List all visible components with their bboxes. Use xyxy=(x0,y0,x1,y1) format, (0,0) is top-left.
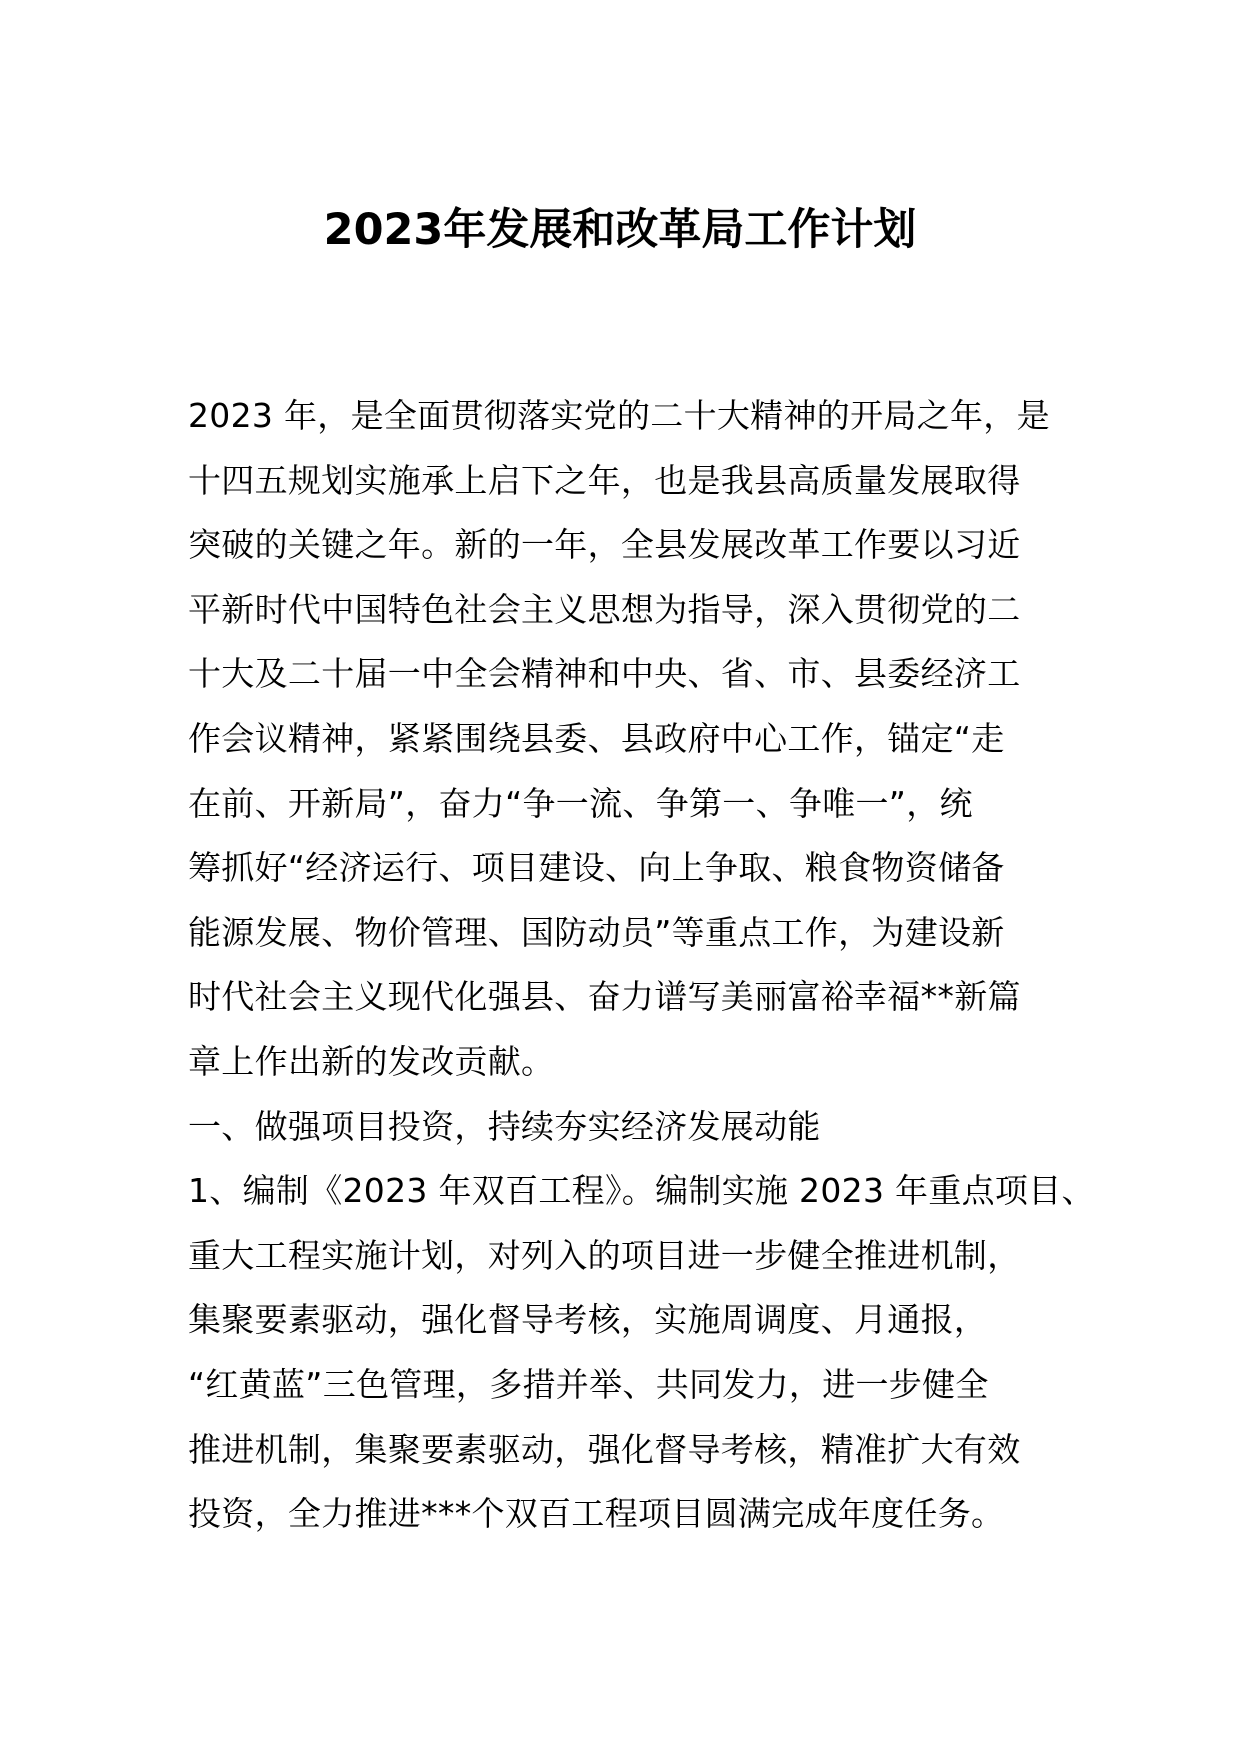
text-line: 十大及二十届一中全会精神和中央、省、市、县委经济工 xyxy=(188,654,1021,694)
text-line: 1、编制《2023 年双百工程》。编制实施 2023 年重点项目、 xyxy=(188,1171,1095,1211)
text-line: 章上作出新的发改贡献。 xyxy=(188,1041,555,1081)
text-line: 推进机制，集聚要素驱动，强化督导考核，精准扩大有效 xyxy=(188,1429,1021,1469)
text-line: “红黄蓝”三色管理，多措并举、共同发力，进一步健全 xyxy=(188,1364,989,1404)
text-line: 能源发展、物价管理、国防动员”等重点工作，为建设新 xyxy=(188,912,1005,952)
text-line: 重大工程实施计划，对列入的项目进一步健全推进机制， xyxy=(188,1235,1021,1275)
text-line: 在前、开新局”，奋力“争一流、争第一、争唯一”，统 xyxy=(188,783,973,823)
document-title: 2023年发展和改革局工作计划 xyxy=(323,205,917,255)
document-body xyxy=(188,384,1095,1547)
text-line: 平新时代中国特色社会主义思想为指导，深入贯彻党的二 xyxy=(188,589,1021,629)
text-line: 作会议精神，紧紧围绕县委、县政府中心工作，锚定“走 xyxy=(188,718,1005,758)
text-line: 突破的关键之年。新的一年，全县发展改革工作要以习近 xyxy=(188,525,1021,565)
text-line: 投资，全力推进***个双百工程项目圆满完成年度任务。 xyxy=(188,1494,1005,1534)
text-line: 集聚要素驱动，强化督导考核，实施周调度、月通报， xyxy=(188,1300,988,1340)
section-heading: 一、做强项目投资，持续夯实经济发展动能 xyxy=(188,1106,821,1146)
text-line: 时代社会主义现代化强县、奋力谱写美丽富裕幸福**新篇 xyxy=(188,977,1021,1017)
text-line: 筹抓好“经济运行、项目建设、向上争取、粮食物资储备 xyxy=(188,848,1005,888)
text-line: 2023 年，是全面贯彻落实党的二十大精神的开局之年，是 xyxy=(188,396,1050,435)
text-line: 十四五规划实施承上启下之年，也是我县高质量发展取得 xyxy=(188,460,1021,500)
